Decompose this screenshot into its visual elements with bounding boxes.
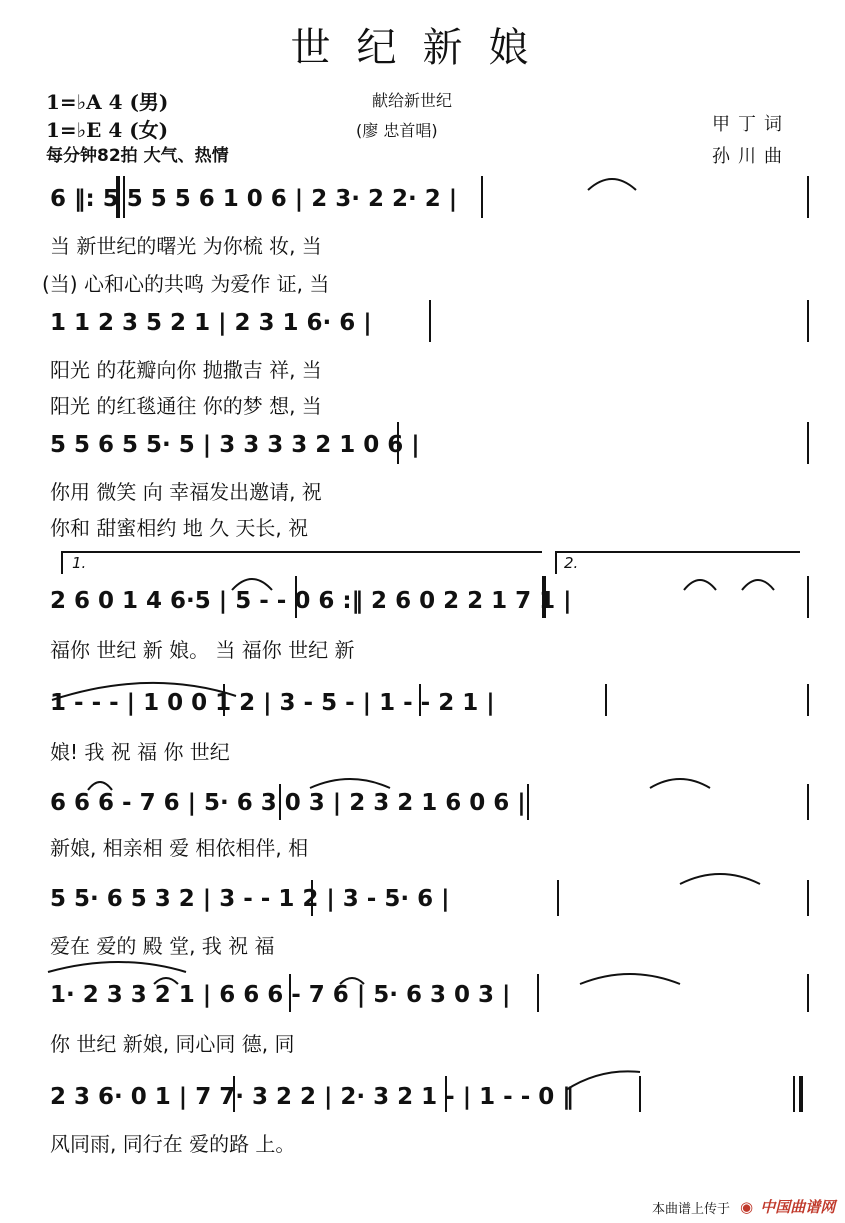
lyric-row-2-verse-2: 阳光 的红毯通往 你的梦 想, 当 bbox=[50, 394, 322, 418]
notation-row-7: 5 5· 6 5 3 2 | 3 - - 1 2 | 3 - 5· 6 | bbox=[50, 886, 450, 912]
lyricist-credit: 甲丁词 bbox=[712, 114, 790, 135]
lyric-row-1-verse-2: (当) 心和心的共鸣 为爱作 证, 当 bbox=[42, 272, 330, 296]
key-signature-female: 1=♭E 4 (女) bbox=[46, 118, 169, 142]
song-title: 世纪新娘 bbox=[290, 25, 555, 71]
tempo-marking: 每分钟82拍 大气、热情 bbox=[46, 146, 229, 166]
lyric-row-3-verse-2: 你和 甜蜜相约 地 久 天长, 祝 bbox=[50, 516, 309, 540]
lyric-row-1-verse-1: 当 新世纪的曙光 为你梳 妆, 当 bbox=[50, 234, 322, 258]
notation-row-5: 1 - - - | 1 0 0 1 2 | 3 - 5 - | 1 - - 2 1 | bbox=[50, 690, 495, 716]
premiere-singer: (廖 忠首唱) bbox=[356, 121, 438, 140]
notation-row-8: 1· 2 3 3 2 1 | 6 6 6 - 7 6 | 5· 6 3 0 3 | bbox=[50, 982, 511, 1008]
lyric-row-6: 新娘, 相亲相 爱 相依相伴, 相 bbox=[50, 836, 309, 860]
volta-2-mark: 2. bbox=[564, 554, 579, 572]
footer-site-logo[interactable] bbox=[740, 1196, 835, 1217]
volta-1-mark: 1. bbox=[72, 554, 87, 572]
lyric-row-3-verse-1: 你用 微笑 向 幸福发出邀请, 祝 bbox=[50, 480, 322, 504]
footer-upload-note: 本曲谱上传于 bbox=[652, 1202, 731, 1217]
lyric-row-5: 娘! 我 祝 福 你 世纪 bbox=[50, 740, 230, 764]
dedication: 献给新世纪 bbox=[372, 91, 453, 110]
key-signature-male: 1=♭A 4 (男) bbox=[46, 90, 169, 114]
site-logo-icon: ◉ bbox=[740, 1198, 754, 1216]
lyric-row-4: 福你 世纪 新 娘。 当 福你 世纪 新 bbox=[50, 638, 355, 662]
lyric-row-2-verse-1: 阳光 的花瓣向你 抛撒吉 祥, 当 bbox=[50, 358, 322, 382]
notation-row-9: 2 3 6· 0 1 | 7 7· 3 2 2 | 2· 3 2 1 - | 1 - - 0 ‖ bbox=[50, 1084, 574, 1110]
composer-credit: 孙川曲 bbox=[712, 146, 790, 167]
lyric-row-9: 风同雨, 同行在 爱的路 上。 bbox=[50, 1132, 296, 1156]
notation-row-3: 5 5 6 5 5· 5 | 3 3 3 3 2 1 0 6 | bbox=[50, 432, 420, 458]
lyric-row-7: 爱在 爱的 殿 堂, 我 祝 福 bbox=[50, 934, 275, 958]
notation-row-2: 1 1 2 3 5 2 1 | 2 3 1 6· 6 | bbox=[50, 310, 372, 336]
notation-row-4: 2 6 0 1 4 6·5 | 5 - - 0 6 :‖ 2 6 0 2 2 1 7 1 | bbox=[50, 588, 572, 614]
site-logo-text: 中国曲谱网 bbox=[760, 1198, 836, 1216]
lyric-row-8: 你 世纪 新娘, 同心同 德, 同 bbox=[50, 1032, 295, 1056]
notation-row-6: 6 6 6 - 7 6 | 5· 6 3 0 3 | 2 3 2 1 6 0 6 | bbox=[50, 790, 526, 816]
notation-row-1: 6 ‖: 5 5 5 5 6 1 0 6 | 2 3· 2 2· 2 | bbox=[50, 186, 458, 212]
